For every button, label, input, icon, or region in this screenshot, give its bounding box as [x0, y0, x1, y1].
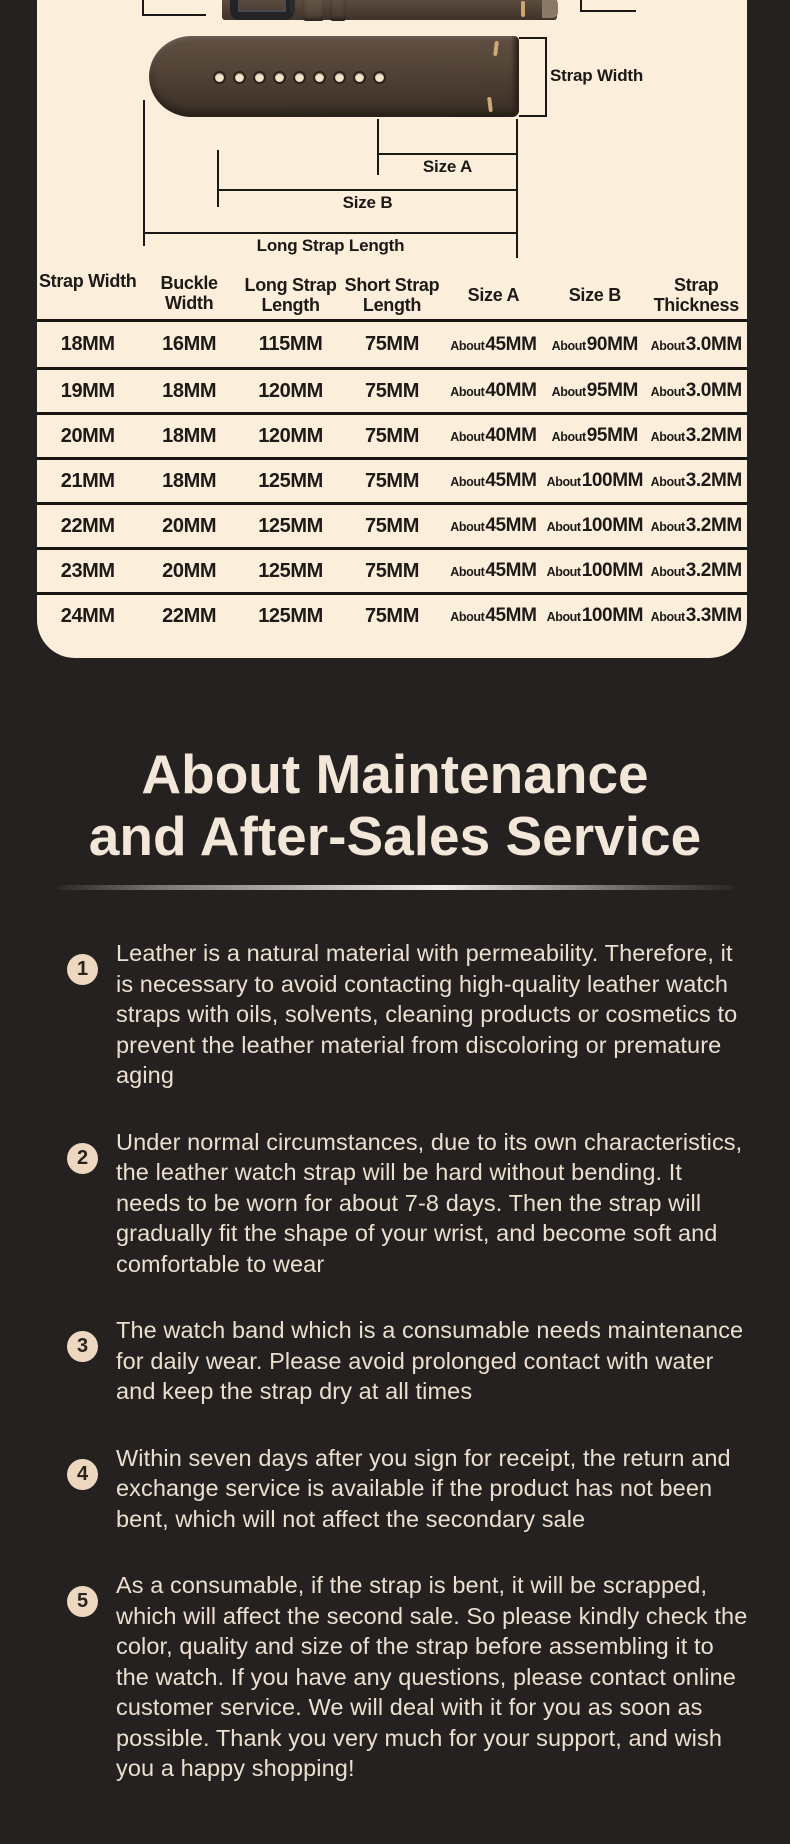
header-strap-width: Strap Width	[38, 271, 137, 291]
size-spec-panel	[37, 0, 747, 658]
cell-strap-width: 24MM	[60, 604, 115, 627]
strap-hole	[315, 73, 324, 82]
cell-strap-width: 19MM	[60, 379, 115, 402]
cell-strap-thickness: About 3.2MM	[650, 560, 742, 581]
strap-keeper-image	[330, 0, 346, 21]
cell-strap-thickness: About 3.2MM	[650, 425, 742, 446]
cell-strap-width: 22MM	[60, 514, 115, 537]
cell-size-a: About 45MM	[450, 560, 537, 581]
cell-short-strap-length: 75MM	[364, 379, 419, 402]
size-b-label: Size B	[342, 193, 393, 212]
cell-buckle-width: 16MM	[162, 333, 217, 355]
list-item	[67, 1570, 751, 1784]
list-item	[67, 938, 751, 1091]
cell-size-b: About 100MM	[546, 515, 644, 536]
cell-strap-thickness: About 3.2MM	[650, 470, 742, 491]
strap-hole	[235, 73, 244, 82]
table-row	[37, 457, 747, 502]
list-item-text: Under normal circumstances, due to its own characteristics, the leather watch strap will be hard without bending. It needs to be worn for about 7-8 days. Then the strap will gradually fit the shape of your wrist, and become soft and comfortable to wear	[116, 1128, 743, 1277]
short-strap-tip-image	[542, 0, 558, 18]
cell-size-a: About 45MM	[450, 333, 537, 355]
strap-hole	[335, 73, 344, 82]
cell-long-strap-length: 125MM	[258, 514, 323, 537]
cell-short-strap-length: 75MM	[364, 333, 419, 355]
maintenance-list	[39, 938, 751, 1784]
dimension-line	[519, 37, 547, 39]
strap-size-diagram	[37, 0, 747, 265]
gradient-divider	[57, 885, 733, 890]
cell-buckle-width: 20MM	[162, 514, 217, 537]
table-row	[37, 367, 747, 412]
dimension-line	[142, 14, 206, 16]
cell-size-a: About 45MM	[450, 470, 537, 491]
dimension-line	[377, 153, 518, 155]
size-a-label: Size A	[422, 157, 473, 176]
cell-size-a: About 45MM	[450, 605, 537, 626]
cell-size-b: About 90MM	[551, 333, 638, 355]
strap-keeper-image	[303, 0, 324, 21]
dimension-line	[545, 37, 547, 117]
cell-size-b: About 100MM	[546, 560, 644, 581]
cell-long-strap-length: 125MM	[258, 469, 323, 492]
cell-buckle-width: 20MM	[162, 559, 217, 582]
number-badge: 4	[67, 1459, 98, 1490]
cell-short-strap-length: 75MM	[364, 604, 419, 627]
cell-long-strap-length: 120MM	[258, 424, 323, 447]
header-long-strap-length: Long Strap Length	[244, 274, 337, 315]
long-strap-image	[149, 36, 519, 117]
cell-strap-width: 21MM	[60, 469, 115, 492]
cell-strap-thickness: About 3.0MM	[650, 380, 742, 401]
cell-size-a: About 40MM	[450, 425, 537, 446]
list-item-text: The watch band which is a consumable needs maintenance for daily wear. Please avoid prolonged contact with water and keep the strap dry at all times	[116, 1317, 744, 1405]
stitch-mark	[487, 97, 493, 112]
strap-hole	[355, 73, 364, 82]
cell-strap-width: 23MM	[60, 559, 115, 582]
strap-width-label: Strap Width	[550, 66, 644, 85]
header-size-b: Size B	[568, 284, 621, 305]
cell-strap-width: 20MM	[60, 424, 115, 447]
cell-strap-thickness: About 3.3MM	[650, 605, 742, 626]
list-item-text: Within seven days after you sign for receipt, the return and exchange service is available if the product has not been bent, which will not affect the secondary sale	[116, 1444, 731, 1532]
table-row	[37, 592, 747, 637]
cell-size-b: About 95MM	[551, 425, 638, 446]
strap-hole	[255, 73, 264, 82]
list-item	[67, 1127, 751, 1280]
dimension-line	[217, 189, 518, 191]
cell-long-strap-length: 125MM	[258, 604, 323, 627]
cell-strap-thickness: About 3.0MM	[650, 333, 742, 355]
cell-size-b: About 100MM	[546, 470, 644, 491]
list-item-text: Leather is a natural material with permeability. Therefore, it is necessary to avoid contacting high-quality leather watch straps with oils, solvents, cleaning products or cosmetics to prevent the leather material from discoloring or premature aging	[116, 940, 738, 1089]
table-row	[37, 502, 747, 547]
header-size-a: Size A	[467, 284, 520, 305]
cell-size-a: About 40MM	[450, 380, 537, 401]
section-title: About Maintenance and After-Sales Service	[88, 743, 702, 867]
list-item-text: As a consumable, if the strap is bent, it will be scrapped, which will affect the second sale. So please kindly check the color, quality and size of the strap before assembling it to the watch. If you have any questions, please contact online customer service. We will deal with it for you as soon as possible. Thank you very much for your support, and wish you a happy shopping!	[116, 1572, 748, 1782]
stitch-mark	[521, 1, 525, 17]
table-row	[37, 547, 747, 592]
long-strap-length-label: Long Strap Length	[256, 236, 405, 255]
dimension-line	[143, 100, 145, 246]
number-badge: 1	[67, 954, 98, 985]
cell-short-strap-length: 75MM	[364, 559, 419, 582]
cell-buckle-width: 18MM	[162, 424, 217, 447]
buckle-image	[230, 0, 294, 20]
dimension-line	[143, 232, 518, 234]
strap-hole	[375, 73, 384, 82]
header-short-strap-length: Short Strap Length	[344, 274, 440, 315]
cell-strap-width: 18MM	[60, 333, 115, 355]
list-item	[67, 1315, 751, 1407]
maintenance-section	[0, 658, 790, 1820]
cell-buckle-width: 18MM	[162, 469, 217, 492]
table-row	[37, 322, 747, 367]
buckle-prong-image	[290, 0, 295, 13]
strap-hole	[215, 73, 224, 82]
header-strap-thickness: Strap Thickness	[653, 274, 739, 315]
cell-long-strap-length: 115MM	[258, 333, 323, 355]
cell-short-strap-length: 75MM	[364, 469, 419, 492]
stitch-mark	[493, 41, 499, 56]
cell-buckle-width: 22MM	[162, 604, 217, 627]
strap-hole	[295, 73, 304, 82]
cell-short-strap-length: 75MM	[364, 424, 419, 447]
cell-long-strap-length: 125MM	[258, 559, 323, 582]
size-table	[37, 265, 747, 637]
dimension-line	[519, 115, 547, 117]
strap-hole	[275, 73, 284, 82]
cell-long-strap-length: 120MM	[258, 379, 323, 402]
cell-size-a: About 45MM	[450, 515, 537, 536]
cell-short-strap-length: 75MM	[364, 514, 419, 537]
number-badge: 5	[67, 1586, 98, 1617]
number-badge: 2	[67, 1143, 98, 1174]
header-buckle-width: Buckle Width	[160, 273, 218, 314]
number-badge: 3	[67, 1331, 98, 1362]
cell-size-b: About 100MM	[546, 605, 644, 626]
cell-size-b: About 95MM	[551, 380, 638, 401]
size-table-header	[37, 265, 747, 322]
cell-strap-thickness: About 3.2MM	[650, 515, 742, 536]
list-item	[67, 1443, 751, 1535]
dimension-line	[580, 10, 636, 12]
table-row	[37, 412, 747, 457]
cell-buckle-width: 18MM	[162, 379, 217, 402]
